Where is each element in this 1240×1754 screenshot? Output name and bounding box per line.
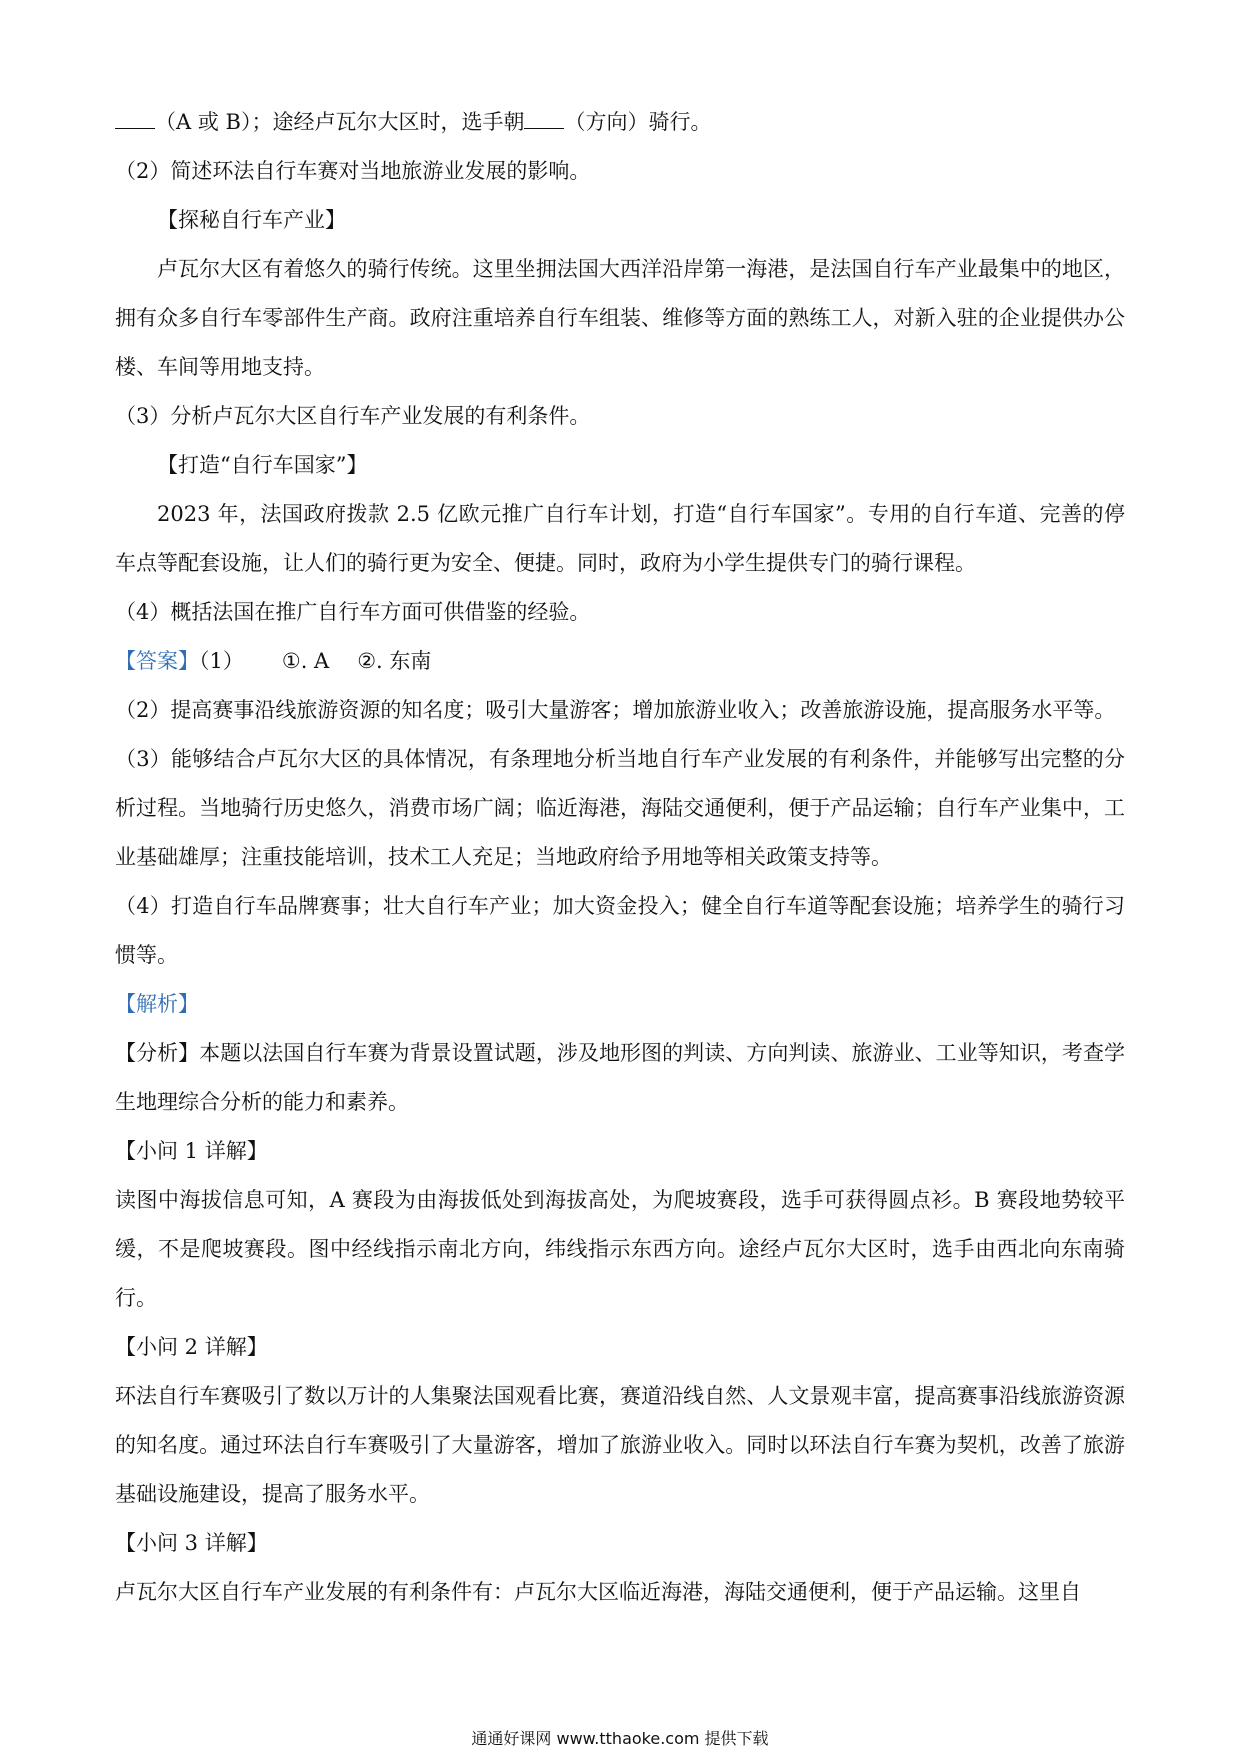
- question-3: （3）分析卢瓦尔大区自行车产业发展的有利条件。: [115, 404, 591, 428]
- answer-3: （3）能够结合卢瓦尔大区的具体情况，有条理地分析当地自行车产业发展的有利条件，并能够写出完整的分析过程。当地骑行历史悠久，消费市场广阔；临近海港，海陆交通便利，便于产品运输；自行车产业集中，工业基础雄厚；注重技能培训，技术工人充足；当地政府给予用地等相关政策支持等。: [115, 747, 1125, 869]
- answer-1: 【答案】（1） ①. A ②. 东南: [115, 649, 432, 673]
- sub-question-2-title: 【小问 2 详解】: [115, 1335, 268, 1359]
- section-text-bike-industry: 卢瓦尔大区有着悠久的骑行传统。这里坐拥法国大西洋沿岸第一海港，是法国自行车产业最集中的地区，拥有众多自行车零部件生产商。政府注重培养自行车组装、维修等方面的熟练工人，对新入驻的企业提供办公楼、车间等用地支持。: [115, 257, 1125, 379]
- sub-question-2-text: 环法自行车赛吸引了数以万计的人集聚法国观看比赛，赛道沿线自然、人文景观丰富，提高赛事沿线旅游资源的知名度。通过环法自行车赛吸引了大量游客，增加了旅游业收入。同时以环法自行车赛为契机，改善了旅游基础设施建设，提高了服务水平。: [115, 1384, 1125, 1506]
- section-title-bike-nation: 【打造“自行车国家”】: [157, 453, 368, 477]
- question-1-continuation: （A 或 B）；途经卢瓦尔大区时，选手朝 （方向）骑行。: [115, 98, 1125, 147]
- answer-label: 【答案】: [115, 649, 199, 673]
- answer-1-option-1: ①. A: [281, 649, 330, 673]
- page-content: [115, 98, 1125, 1617]
- sub-question-3-text: 卢瓦尔大区自行车产业发展的有利条件有：卢瓦尔大区临近海港，海陆交通便利，便于产品运输。这里自: [115, 1580, 1081, 1604]
- analysis-summary: 【分析】本题以法国自行车赛为背景设置试题，涉及地形图的判读、方向判读、旅游业、工业等知识，考查学生地理综合分析的能力和素养。: [115, 1041, 1125, 1114]
- answer-1-option-2: ②. 东南: [357, 649, 432, 673]
- section-title-bike-industry: 【探秘自行车产业】: [157, 208, 346, 232]
- sub-question-1-title: 【小问 1 详解】: [115, 1139, 268, 1163]
- sub-question-3-title: 【小问 3 详解】: [115, 1531, 268, 1555]
- analysis-label: 【解析】: [115, 992, 199, 1016]
- answer-4: （4）打造自行车品牌赛事；壮大自行车产业；加大资金投入；健全自行车道等配套设施；培养学生的骑行习惯等。: [115, 894, 1125, 967]
- answer-2: （2）提高赛事沿线旅游资源的知名度；吸引大量游客；增加旅游业收入；改善旅游设施，提高服务水平等。: [115, 698, 1116, 722]
- question-2: （2）简述环法自行车赛对当地旅游业发展的影响。: [115, 159, 591, 183]
- section-text-bike-nation: 2023 年，法国政府拨款 2.5 亿欧元推广自行车计划，打造“自行车国家”。专用的自行车道、完善的停车点等配套设施，让人们的骑行更为安全、便捷。同时，政府为小学生提供专门的骑行课程。: [115, 502, 1125, 575]
- sub-question-1-text: 读图中海拔信息可知，A 赛段为由海拔低处到海拔高处，为爬坡赛段，选手可获得圆点衫。B 赛段地势较平缓，不是爬坡赛段。图中经线指示南北方向，纬线指示东西方向。途经卢瓦尔大区时，选手由西北向东南骑行。: [115, 1188, 1125, 1310]
- answer-blank: [524, 110, 564, 129]
- answer-blank: [115, 110, 155, 129]
- question-4: （4）概括法国在推广自行车方面可供借鉴的经验。: [115, 600, 591, 624]
- page-footer: 通通好课网 www.tthaoke.com 提供下载: [471, 1729, 769, 1748]
